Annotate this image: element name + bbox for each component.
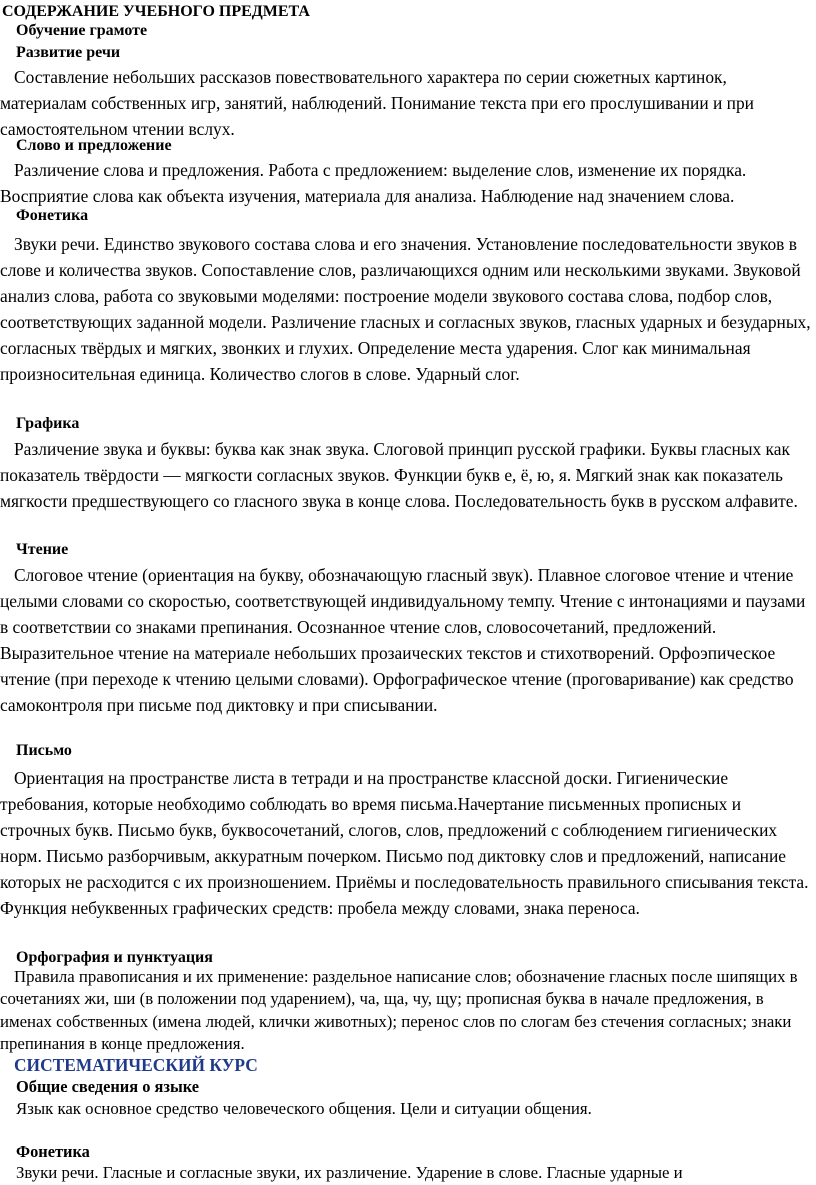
subheading-word: Слово и предложение: [16, 137, 172, 154]
paragraph-phonetics: Звуки речи. Единство звукового состава слова и его значения. Установление последовательности звуков в слове и количества звуков. Сопоставление слов, различающихся одним или несколькими звуками. Звуковой анализ слова, работа со звуковыми моделями: построение модели звукового состава слова, подбор слов, соответствующих заданной модели. Различение гласных и согласных звуков, гласных ударных и безударных, согласных твёрдых и мягких, звонких и глухих. Определение места ударения. Слог как минимальная произносительная единица. Количество слогов в слове. Ударный слог.: [0, 234, 811, 385]
subheading-general: Общие сведения о языке: [16, 1077, 200, 1096]
paragraph-orthography: Правила правописания и их применение: раздельное написание слов; обозначение гласных после шипящих в сочетаниях жи, ши (в положении под ударением), ча, ща, чу, щу; прописная буква в начале предложения, в именах собственных (имена людей, клички животных); перенос слов по слогам без стечения согласных; знаки препинания в конце предложения.: [0, 967, 798, 1054]
subheading-graphics: Графика: [16, 415, 80, 432]
subheading-orthography: Орфография и пунктуация: [16, 949, 213, 966]
section-heading-literacy: Обучение грамоте: [16, 22, 148, 39]
page-title: СОДЕРЖАНИЕ УЧЕБНОГО ПРЕДМЕТА: [2, 3, 310, 20]
subheading-phonetics-2: Фонетика: [16, 1142, 90, 1161]
paragraph-graphics: Различение звука и буквы: буква как знак звука. Слоговой принцип русской графики. Буквы гласных как показатель твёрдости — мягкости согласных звуков. Функции букв е, ё, ю, я. Мягкий знак как показатель мягкости предшествующего со гласного звука в конце слова. Последовательность букв в русском алфавите.: [0, 439, 798, 512]
paragraph-word: Различение слова и предложения. Работа с предложением: выделение слов, изменение их порядка. Восприятие слова как объекта изучения, материала для анализа. Наблюдение над значением слова.: [0, 160, 747, 207]
paragraph-reading: Слоговое чтение (ориентация на букву, обозначающую гласный звук). Плавное слоговое чтение и чтение целыми словами со скоростью, соответствующей индивидуальному темпу. Чтение с интонациями и паузами в соответствии со знаками препинания. Осознанное чтение слов, словосочетаний, предложений. Выразительное чтение на материале небольших прозаических текстов и стихотворений. Орфоэпическое чтение (при переходе к чтению целыми словами). Орфографическое чтение (проговаривание) как средство самоконтроля при письме под диктовку и при списывании.: [0, 565, 806, 716]
subheading-speech: Развитие речи: [16, 44, 121, 61]
subheading-phonetics: Фонетика: [16, 207, 89, 224]
paragraph-general: Язык как основное средство человеческого общения. Цели и ситуации общения.: [16, 1099, 592, 1118]
paragraph-phonetics-2: Звуки речи. Гласные и согласные звуки, их различение. Ударение в слове. Гласные ударные и: [16, 1163, 683, 1182]
subheading-writing: Письмо: [16, 742, 72, 759]
subheading-reading: Чтение: [16, 541, 69, 558]
section-heading-systematic: СИСТЕМАТИЧЕСКИЙ КУРС: [14, 1055, 258, 1075]
paragraph-speech: Составление небольших рассказов повествовательного характера по серии сюжетных картинок, материалам собственных игр, занятий, наблюдений. Понимание текста при его прослушивании и при самостоятельном чтении вслух.: [0, 67, 754, 140]
paragraph-writing: Ориентация на пространстве листа в тетради и на пространстве классной доски. Гигиенические требования, которые необходимо соблюдать во время письма.Начертание письменных прописных и строчных букв. Письмо букв, буквосочетаний, слогов, слов, предложений с соблюдением гигиенических норм. Письмо разборчивым, аккуратным почерком. Письмо под диктовку слов и предложений, написание которых не расходится с их произношением. Приёмы и последовательность правильного списывания текста. Функция небуквенных графических средств: пробела между словами, знака переноса.: [0, 768, 809, 919]
